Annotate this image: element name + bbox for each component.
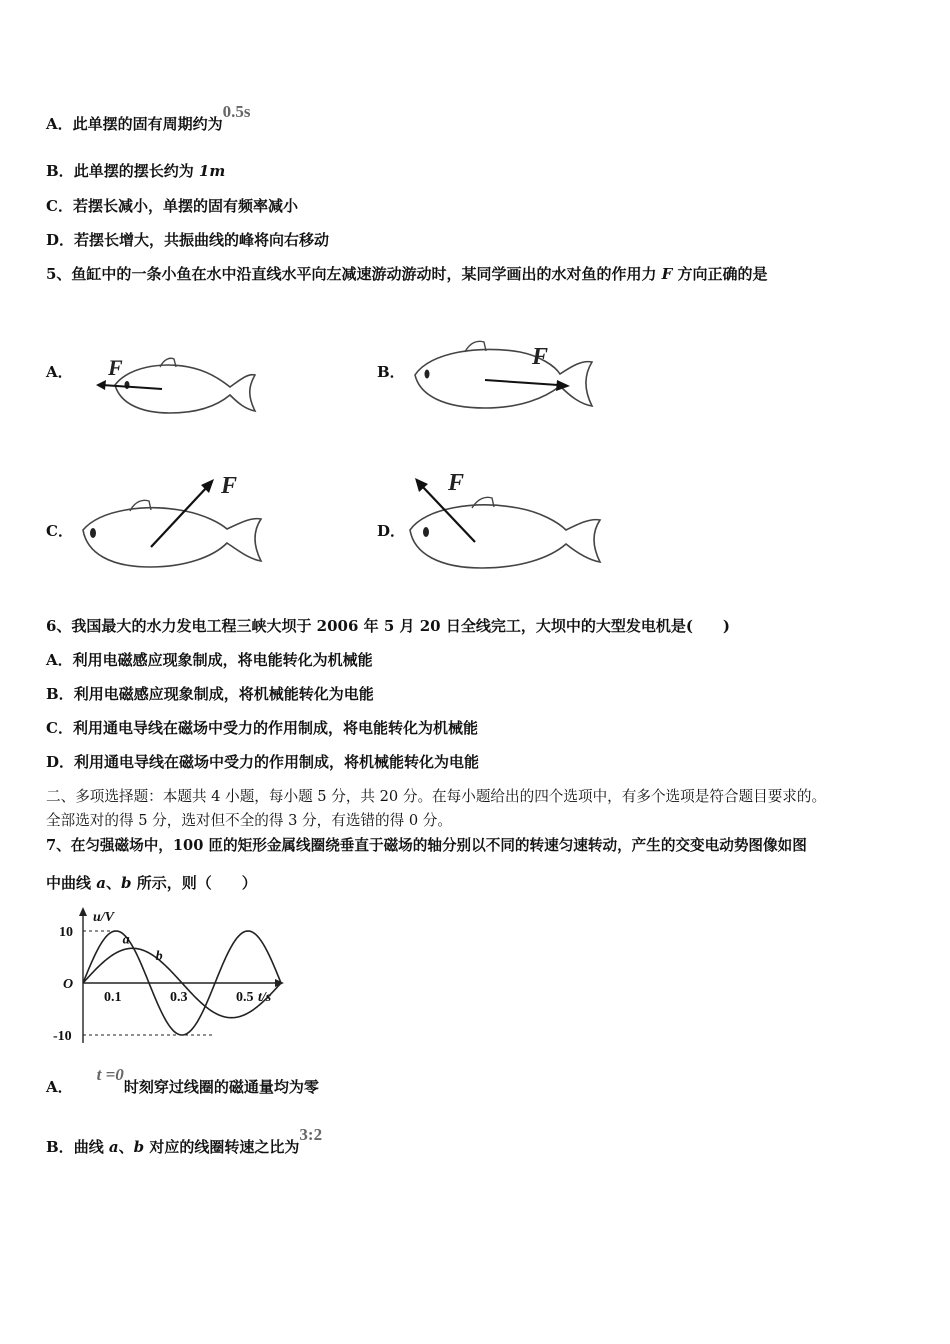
- option-text: 此单摆的摆长约为: [73, 162, 199, 180]
- force-label: F: [108, 355, 123, 380]
- q7-stem-line1: 7、在匀强磁场中，100 匝的矩形金属线圈绕垂直于磁场的轴分别以不同的转速匀速转动，产生的交变电动势图像如图: [46, 837, 807, 854]
- x-axis-label: t/s: [258, 990, 272, 1005]
- option-label: A．: [46, 651, 73, 669]
- q7-option-a: [46, 1065, 319, 1097]
- q6-option-d: [46, 752, 479, 772]
- x-tick-label: 0.5: [236, 990, 254, 1005]
- q5-label-a: A．: [46, 363, 73, 381]
- q5-label-d: D．: [377, 522, 406, 540]
- series-label-a: a: [122, 932, 130, 948]
- option-text: 此单摆的固有周期约为: [72, 115, 223, 133]
- option-text: 曲线: [73, 1138, 109, 1156]
- fish-figure-b: [400, 330, 605, 425]
- math-period: 0.5s: [222, 102, 251, 121]
- q4-option-c: [46, 196, 298, 216]
- fish-eye: [425, 370, 430, 379]
- option-label: D．: [46, 231, 75, 249]
- q5-label-c: C．: [46, 522, 73, 540]
- curve-var-b: b: [133, 1138, 145, 1156]
- fish-figure-d: [400, 462, 610, 582]
- y-axis-label: u/V: [93, 910, 115, 925]
- option-label: D．: [46, 753, 75, 771]
- q4-option-d: [46, 230, 329, 250]
- y-tick-label: 10: [59, 925, 73, 940]
- option-text: 利用通电导线在磁场中受力的作用制成，将电能转化为机械能: [72, 719, 478, 737]
- fish-body: [115, 365, 255, 413]
- curve-var-b: b: [120, 874, 132, 892]
- option-text: 、: [118, 1138, 134, 1156]
- q5-label-b: B．: [377, 363, 405, 381]
- force-label: F: [221, 473, 238, 499]
- stem-text: 5、鱼缸中的一条小鱼在水中沿直线水平向左减速游动游动时，某同学画出的水对鱼的作用力: [46, 265, 662, 283]
- fish-eye: [90, 528, 96, 538]
- q4-option-b: [46, 161, 225, 181]
- fish-figure-a: [90, 345, 265, 425]
- option-text: 利用电磁感应现象制成，将电能转化为机械能: [72, 651, 373, 669]
- option-label: A．: [46, 115, 73, 133]
- x-tick-label: 0.3: [170, 990, 188, 1005]
- q6-option-a: [46, 650, 373, 670]
- option-text: 若摆长减小，单摆的固有频率减小: [72, 197, 298, 215]
- section-scoring: 全部选对的得 5 分，选对但不全的得 3 分，有选错的得 0 分。: [46, 812, 452, 829]
- option-text: 利用电磁感应现象制成，将机械能转化为电能: [73, 685, 374, 703]
- math-ratio: 3:2: [299, 1125, 323, 1144]
- math-time: t =0: [96, 1065, 124, 1084]
- force-label: F: [448, 470, 465, 496]
- option-text: 利用通电导线在磁场中受力的作用制成，将机械能转化为电能: [74, 753, 480, 771]
- q6-stem: 6、我国最大的水力发电工程三峡大坝于 2006 年 5 月 20 日全线完工，大坝中的大型发电机是( ): [46, 617, 731, 635]
- origin-label: O: [63, 977, 74, 992]
- option-label: B．: [46, 162, 74, 180]
- q7-option-b: [46, 1125, 323, 1157]
- force-label: F: [532, 344, 549, 370]
- option-label: A．: [46, 1078, 73, 1096]
- option-text: 对应的线圈转速之比为: [144, 1138, 300, 1156]
- option-label: C．: [46, 719, 73, 737]
- fish-fin: [472, 497, 494, 508]
- force-arrow: [485, 380, 558, 385]
- series-label-b: b: [155, 949, 163, 965]
- q6-option-c: [46, 718, 478, 738]
- length-value: 1m: [198, 162, 226, 180]
- emf-chart: [50, 905, 290, 1050]
- q4-option-a: [46, 102, 251, 134]
- force-arrow: [102, 385, 162, 389]
- force-arrow: [151, 487, 207, 547]
- stem-text: 方向正确的是: [672, 265, 768, 283]
- force-var: F: [661, 265, 673, 283]
- q5-stem: [46, 264, 768, 284]
- option-text: 时刻穿过线圈的磁通量均为零: [123, 1078, 319, 1096]
- x-tick-label: 0.1: [104, 990, 122, 1005]
- section-heading: 二、多项选择题：本题共 4 小题，每小题 5 分，共 20 分。在每小题给出的四个选项中，有多个选项是符合题目要求的。: [46, 788, 827, 805]
- fish-body: [83, 508, 261, 567]
- curve-var-a: a: [108, 1138, 119, 1156]
- stem-text: 中曲线: [46, 874, 97, 892]
- option-label: C．: [46, 197, 73, 215]
- fish-body: [410, 505, 600, 568]
- option-text: 若摆长增大，共振曲线的峰将向右移动: [74, 231, 330, 249]
- stem-text: 所示，则（ ）: [131, 874, 257, 892]
- option-label: B．: [46, 1138, 74, 1156]
- q6-option-b: [46, 684, 374, 704]
- arrow-head: [96, 380, 106, 390]
- y-tick-label: -10: [53, 1029, 72, 1044]
- curve-var-a: a: [96, 874, 106, 892]
- fish-eye: [125, 381, 130, 389]
- option-label: B．: [46, 685, 74, 703]
- y-axis-arrow: [79, 907, 87, 916]
- fish-figure-c: [75, 465, 275, 585]
- fish-body: [415, 349, 592, 408]
- fish-eye: [423, 527, 429, 537]
- stem-text: 、: [105, 874, 121, 892]
- q7-stem-line2: [46, 873, 257, 893]
